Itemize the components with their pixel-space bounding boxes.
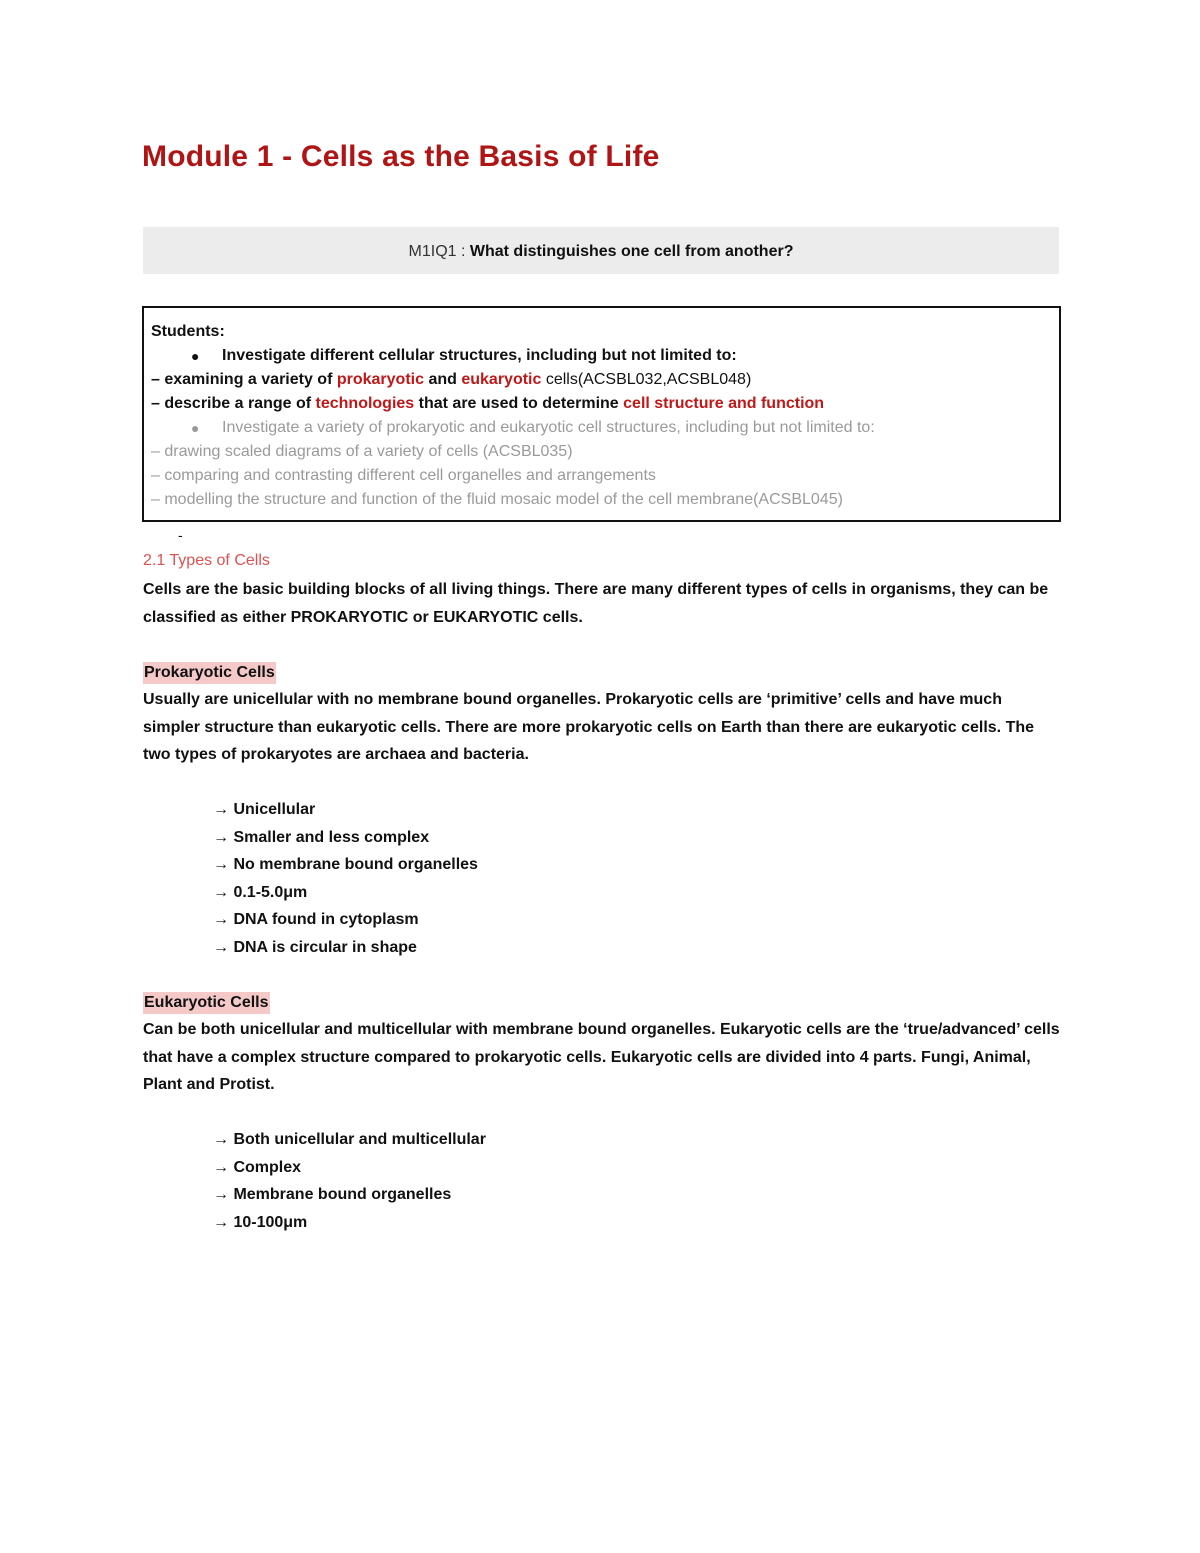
section-intro: Cells are the basic building blocks of all living things. There are many different types of cells in organisms, they can be classified as either PROKARYOTIC or EUKARYOTIC cells. (143, 581, 1049, 626)
outcome-line-2-text-c: cells(ACSBL032,ACSBL048) (541, 371, 752, 388)
outcome-line-2-text-b: and (424, 371, 462, 388)
outcome-bullet-2-text: Investigate a variety of prokaryotic and eukaryotic cell structures, including but not limited to: (222, 419, 875, 436)
prokaryotic-text: Usually are unicellular with no membrane bound organelles. Prokaryotic cells are ‘primitive’ cells and have much simpler structure than eukaryotic cells. There are more prokaryotic cells on Earth than there are eukaryotic cells. The two types of prokaryotes are archaea and bacteria. (143, 691, 1035, 763)
outcome-bullet-1-text: Investigate different cellular structures, including but not limited to: (222, 347, 737, 364)
inquiry-question-banner (143, 227, 1059, 274)
keyword-eukaryotic: eukaryotic (461, 371, 542, 388)
outcome-line-3-text-b: that are used to determine (414, 395, 624, 412)
keyword-technologies: technologies (315, 395, 415, 412)
outcome-line-3 (151, 392, 824, 416)
bullet-dot-icon: ● (191, 420, 200, 436)
list-item: → Membrane bound organelles (213, 1186, 452, 1204)
inquiry-code: M1IQ1 : (408, 243, 466, 260)
keyword-cell-structure-function: cell structure and function (623, 395, 825, 412)
prokaryotic-heading: Prokaryotic Cells (143, 662, 276, 684)
outcomes-heading: Students: (151, 323, 225, 340)
prokaryotic-points (213, 796, 478, 962)
inquiry-question: What distinguishes one cell from another? (469, 243, 794, 260)
syllabus-outcomes-box (142, 306, 1061, 522)
eukaryotic-text: Can be both unicellular and multicellular with membrane bound organelles. Eukaryotic cells are the ‘true/advanced’ cells that have a complex structure compared to prokaryotic cells. Eukaryotic cells are divided into 4 parts. Fungi, Animal, Plant and Protist. (143, 1021, 1060, 1093)
outcome-grey-1: – drawing scaled diagrams of a variety of cells (ACSBL035) (151, 443, 573, 460)
stray-dash: - (178, 527, 183, 543)
list-item: → 10-100μm (213, 1213, 308, 1231)
list-item: → DNA is circular in shape (213, 938, 417, 956)
eukaryotic-points (213, 1126, 486, 1236)
page-title: Module 1 - Cells as the Basis of Life (142, 140, 660, 173)
list-item: → DNA found in cytoplasm (213, 911, 419, 929)
list-item: → 0.1-5.0μm (213, 883, 308, 901)
list-item: → Unicellular (213, 801, 316, 818)
bullet-dot-icon: ● (191, 348, 200, 364)
outcome-grey-3: – modelling the structure and function of the fluid mosaic model of the cell membrane(ACSBL045) (151, 491, 843, 508)
list-item: → Complex (213, 1158, 302, 1176)
section-heading: 2.1 Types of Cells (143, 552, 270, 569)
list-item: → Smaller and less complex (213, 828, 430, 846)
outcome-line-2 (151, 368, 751, 392)
list-item: → Both unicellular and multicellular (213, 1131, 486, 1148)
eukaryotic-heading: Eukaryotic Cells (143, 992, 270, 1014)
outcome-line-3-text-a: – describe a range of (151, 395, 316, 412)
list-item: → No membrane bound organelles (213, 856, 478, 874)
keyword-prokaryotic: prokaryotic (336, 371, 424, 388)
outcome-grey-2: – comparing and contrasting different cell organelles and arrangements (151, 467, 656, 484)
outcome-line-2-text-a: – examining a variety of (151, 371, 337, 388)
